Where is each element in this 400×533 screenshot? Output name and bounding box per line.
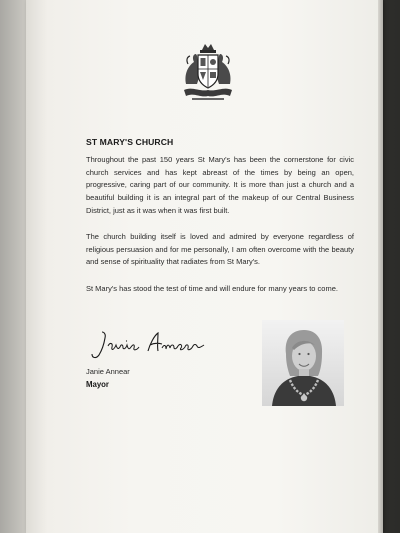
page-stack-edge [378, 0, 383, 533]
coat-of-arms-icon [178, 40, 238, 102]
signer-name: Janie Annear [86, 367, 130, 376]
body-paragraph-3: St Mary's has stood the test of time and will endure for many years to come. [86, 284, 338, 293]
document-heading: ST MARY'S CHURCH [86, 137, 174, 147]
portrait-photo [262, 320, 344, 406]
handwritten-signature [86, 324, 212, 364]
signer-title: Mayor [86, 380, 109, 389]
body-paragraph-1: Throughout the past 150 years St Mary's has been the cornerstone for civic church services and has kept abreast of the times by being an open, progressive, caring part of our community. It is more than just a church and a beautiful building it is an integral part of the makeup of our Central Business District, just as it was when it was first built. [86, 155, 354, 215]
body-paragraph-2: The church building itself is loved and admired by everyone regardless of religious persuasion and for me personally, I am often overcome with the beauty and sense of spirituality that radiates from St Mary's. [86, 232, 354, 267]
